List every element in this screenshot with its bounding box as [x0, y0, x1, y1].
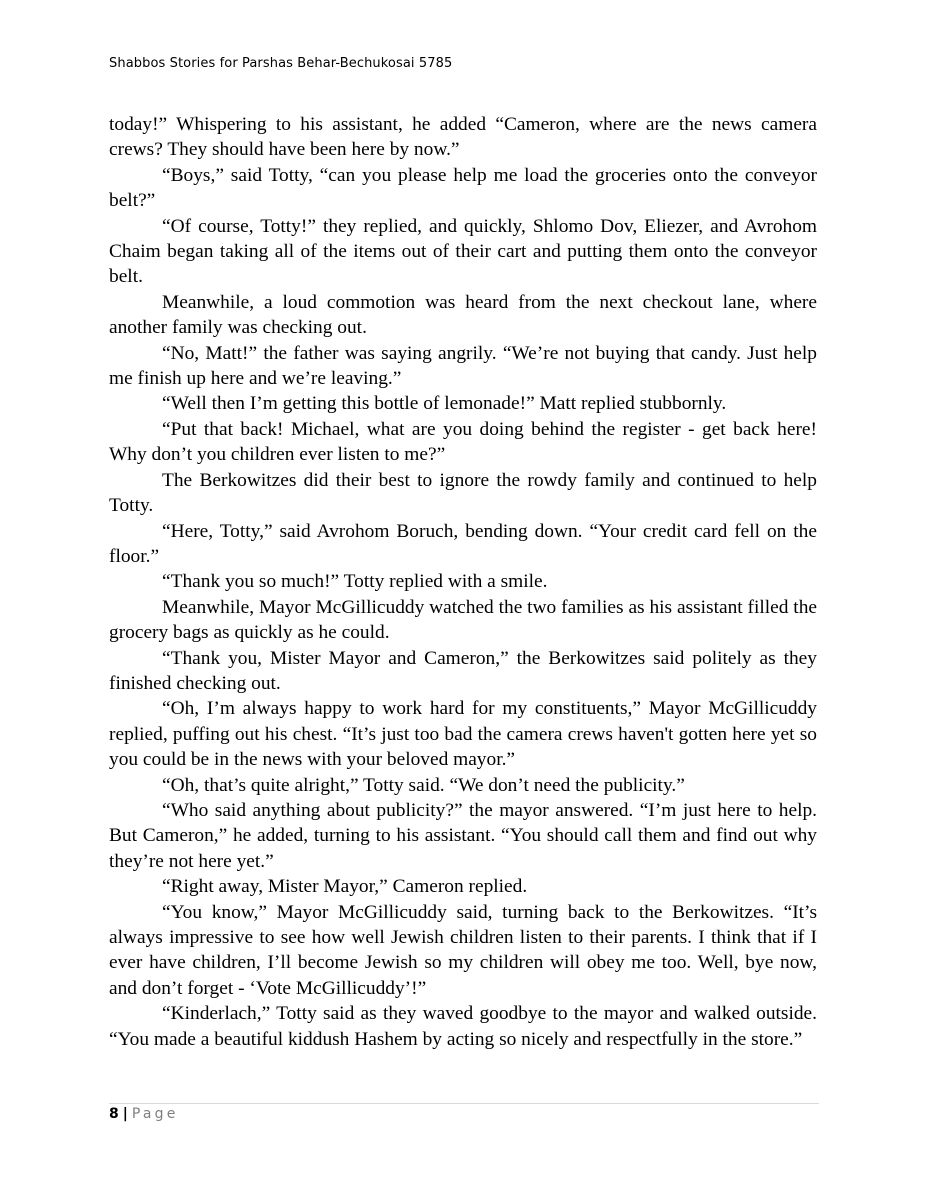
page-label: Page [131, 1106, 179, 1122]
paragraph: “Well then I’m getting this bottle of lemonade!” Matt replied stubbornly. [162, 393, 727, 415]
body-text [109, 112, 817, 1052]
paragraph: “Oh, I’m always happy to work hard for my constituents,” Mayor McGillicuddy replied, puffing out his chest. “It’s just too bad the camera crews haven't gotten here yet so you could be in the news with your beloved mayor.” [109, 698, 817, 771]
paragraph: “Thank you so much!” Totty replied with a smile. [162, 571, 548, 593]
paragraph: “Kinderlach,” Totty said as they waved goodbye to the mayor and walked outside. “You made a beautiful kiddush Hashem by acting so nicely and respectfully in the store.” [109, 1003, 817, 1050]
page-number: 8 [109, 1106, 119, 1122]
paragraph: today!” Whispering to his assistant, he added “Cameron, where are the news camera crews? They should have been here by now.” [109, 114, 817, 161]
paragraph: Meanwhile, a loud commotion was heard from the next checkout lane, where another family was checking out. [109, 291, 817, 339]
page-footer [109, 1105, 179, 1123]
running-header: Shabbos Stories for Parshas Behar-Bechukosai 5785 [109, 56, 453, 71]
paragraph: “Right away, Mister Mayor,” Cameron replied. [162, 876, 528, 898]
paragraph: “Oh, that’s quite alright,” Totty said. “We don’t need the publicity.” [162, 774, 685, 796]
paragraph: “You know,” Mayor McGillicuddy said, turning back to the Berkowitzes. “It’s always impressive to see how well Jewish children listen to their parents. I think that if I ever have children, I’ll become Jewish so my children will obey me too. Well, bye now, and don’t forget - ‘Vote McGillicuddy’!” [109, 901, 817, 999]
footer-separator: | [122, 1106, 128, 1122]
paragraph: “Of course, Totty!” they replied, and quickly, Shlomo Dov, Eliezer, and Avrohom Chaim began taking all of the items out of their cart and putting them onto the conveyor belt. [109, 215, 817, 288]
paragraph: “Put that back! Michael, what are you doing behind the register - get back here! Why don’t you children ever listen to me?” [109, 418, 817, 466]
paragraph: Meanwhile, Mayor McGillicuddy watched the two families as his assistant filled the grocery bags as quickly as he could. [109, 596, 817, 644]
paragraph: “Who said anything about publicity?” the mayor answered. “I’m just here to help. But Cameron,” he added, turning to his assistant. “You should call them and find out why they’re not here yet.” [109, 799, 817, 872]
paragraph: “Thank you, Mister Mayor and Cameron,” the Berkowitzes said politely as they finished checking out. [109, 647, 817, 694]
footer-divider [109, 1103, 819, 1104]
paragraph: “No, Matt!” the father was saying angrily. “We’re not buying that candy. Just help me finish up here and we’re leaving.” [109, 342, 817, 390]
paragraph: “Boys,” said Totty, “can you please help me load the groceries onto the conveyor belt?” [109, 164, 817, 212]
paragraph: “Here, Totty,” said Avrohom Boruch, bending down. “Your credit card fell on the floor.” [109, 520, 817, 567]
paragraph: The Berkowitzes did their best to ignore the rowdy family and continued to help Totty. [109, 469, 817, 517]
